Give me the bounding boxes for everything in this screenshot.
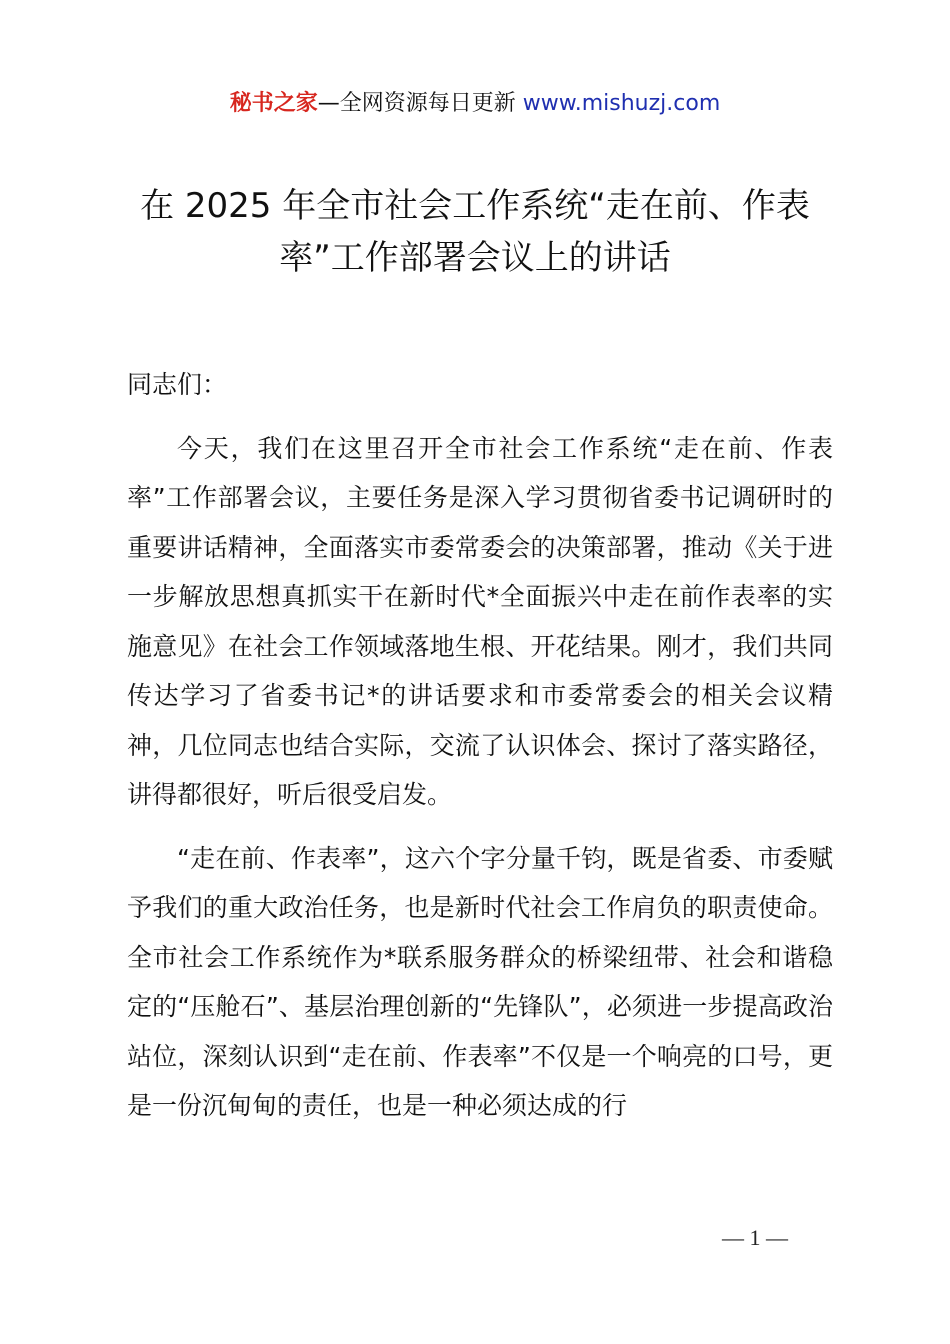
title-line-2: 率”工作部署会议上的讲话	[279, 238, 671, 278]
paragraph: “走在前、作表率”，这六个字分量千钧，既是省委、市委赋予我们的重大政治任务，也是新时代社会工作肩负的职责使命。全市社会工作系统作为*联系服务群众的桥梁纽带、社会和谐稳定的“压舱石”、基层治理创新的“先锋队”，必须进一步提高政治站位，深刻认识到“走在前、作表率”不仅是一个响亮的口号，更是一份沉甸甸的责任，也是一种必须达成的行	[127, 843, 833, 1120]
salutation: 同志们：	[127, 370, 228, 399]
document-body	[127, 360, 833, 1145]
document-title	[120, 180, 830, 284]
website-link[interactable]: www.mishuzj.com	[522, 91, 721, 116]
page-number: — 1 —	[722, 1225, 788, 1250]
header-tagline: —全网资源每日更新	[317, 91, 516, 116]
title-line-1: 在 2025 年全市社会工作系统“走在前、作表	[140, 186, 810, 226]
header-banner	[0, 86, 950, 122]
paragraph: 今天，我们在这里召开全市社会工作系统“走在前、作表率”工作部署会议，主要任务是深入学习贯彻省委书记调研时的重要讲话精神，全面落实市委常委会的决策部署，推动《关于进一步解放思想真抓实干在新时代*全面振兴中走在前作表率的实施意见》在社会工作领域落地生根、开花结果。刚才，我们共同传达学习了省委书记*的讲话要求和市委常委会的相关会议精神，几位同志也结合实际，交流了认识体会、探讨了落实路径，讲得都很好，听后很受启发。	[127, 433, 833, 809]
brand-name: 秘书之家	[229, 91, 318, 116]
